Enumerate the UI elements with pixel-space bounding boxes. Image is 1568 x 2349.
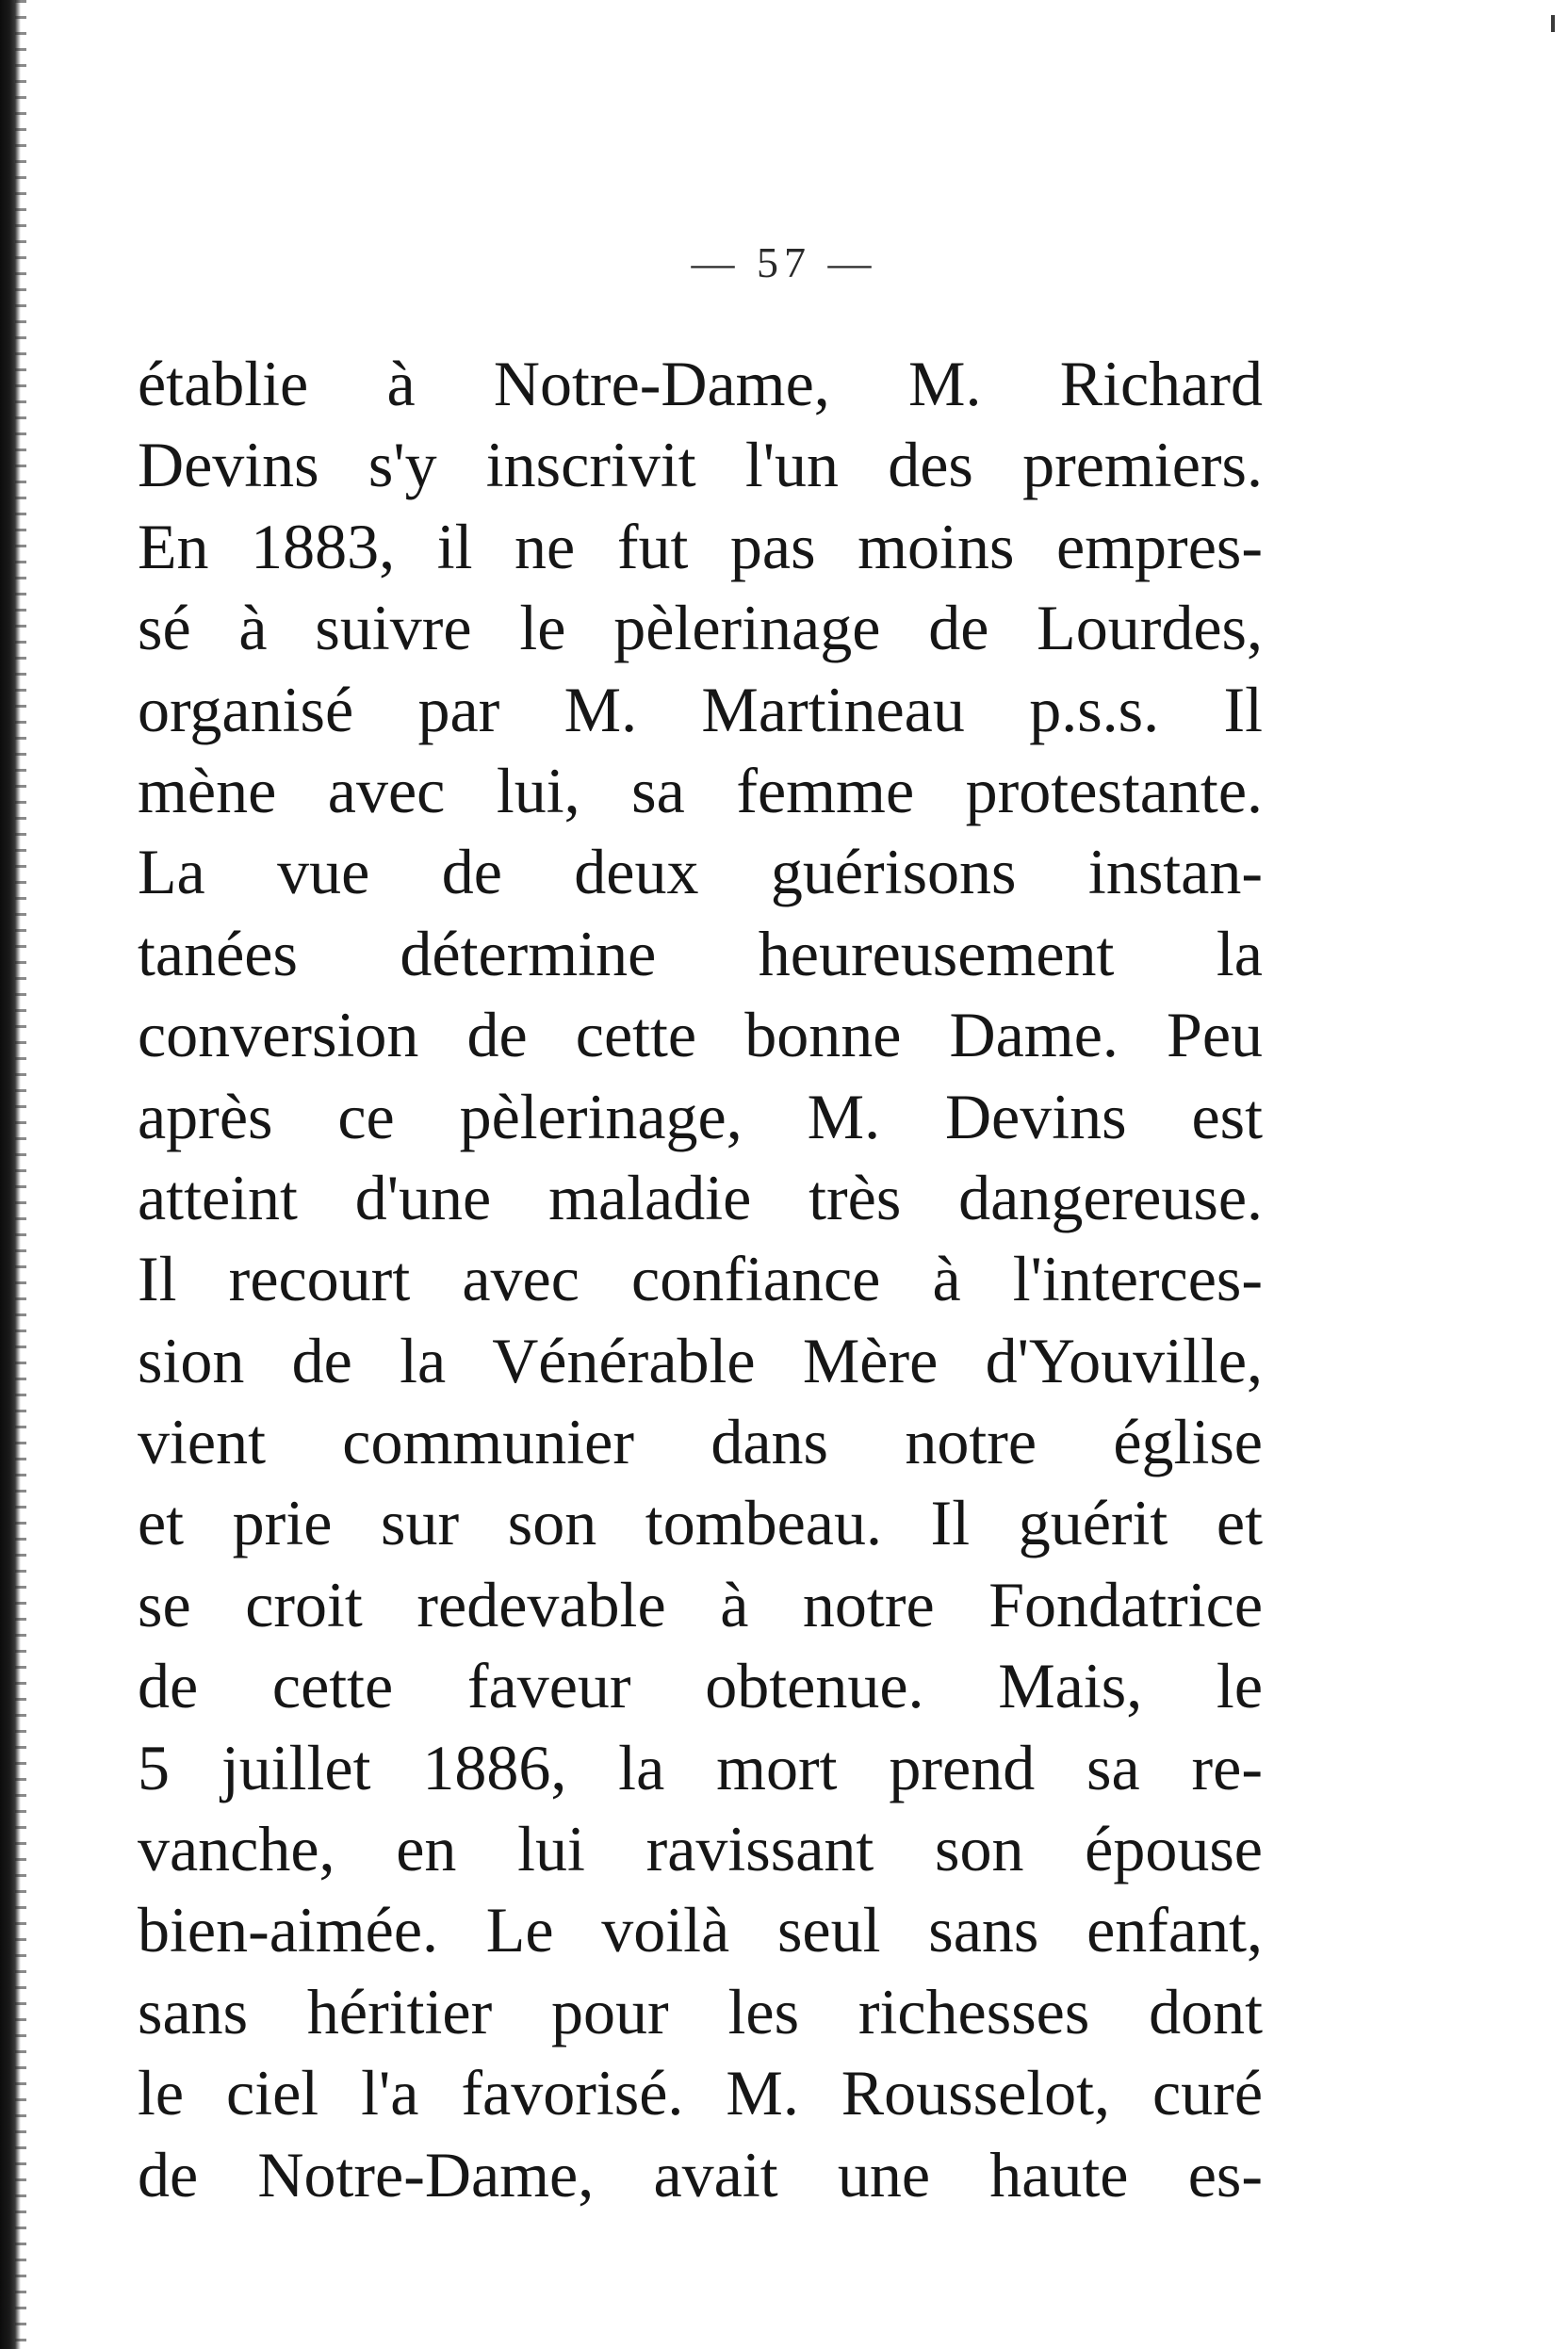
- text-line: La vue de deux guérisons instan-: [138, 836, 1263, 908]
- text-line: conversion de cette bonne Dame. Peu: [138, 999, 1263, 1071]
- text-line: sans héritier pour les richesses dont: [138, 1975, 1263, 2047]
- text-line: établie à Notre-Dame, M. Richard: [138, 348, 1263, 419]
- text-line: de cette faveur obtenue. Mais, le: [138, 1650, 1263, 1722]
- text-line: de Notre-Dame, avait une haute es-: [138, 2138, 1263, 2210]
- scan-edge-mark: [1551, 15, 1555, 32]
- text-line: organisé par M. Martineau p.s.s. Il: [138, 673, 1263, 745]
- text-line: et prie sur son tombeau. Il guérit et: [138, 1487, 1263, 1559]
- text-line: se croit redevable à notre Fondatrice: [138, 1568, 1263, 1640]
- text-line: tanées détermine heureusement la: [138, 917, 1263, 989]
- text-line: sion de la Vénérable Mère d'Youville,: [138, 1324, 1263, 1396]
- text-line: après ce pèlerinage, M. Devins est: [138, 1080, 1263, 1152]
- text-line: Il recourt avec confiance à l'interces-: [138, 1243, 1263, 1315]
- page-number: — 57 —: [691, 238, 877, 286]
- text-line: 5 juillet 1886, la mort prend sa re-: [138, 1731, 1263, 1803]
- text-line: vient communier dans notre église: [138, 1406, 1263, 1478]
- text-line: bien-aimée. Le voilà seul sans enfant,: [138, 1894, 1263, 1966]
- body-text: [138, 343, 1263, 2215]
- text-line: sé à suivre le pèlerinage de Lourdes,: [138, 592, 1263, 664]
- text-line: le ciel l'a favorisé. M. Rousselot, curé: [138, 2057, 1263, 2129]
- text-line: vanche, en lui ravissant son épouse: [138, 1813, 1263, 1885]
- text-line: mène avec lui, sa femme protestante.: [138, 754, 1263, 826]
- text-line: atteint d'une maladie très dangereuse.: [138, 1161, 1263, 1233]
- text-line: Devins s'y inscrivit l'un des premiers.: [138, 429, 1263, 501]
- scan-edge-specks: [15, 0, 26, 2349]
- text-line: En 1883, il ne fut pas moins empres-: [138, 510, 1263, 582]
